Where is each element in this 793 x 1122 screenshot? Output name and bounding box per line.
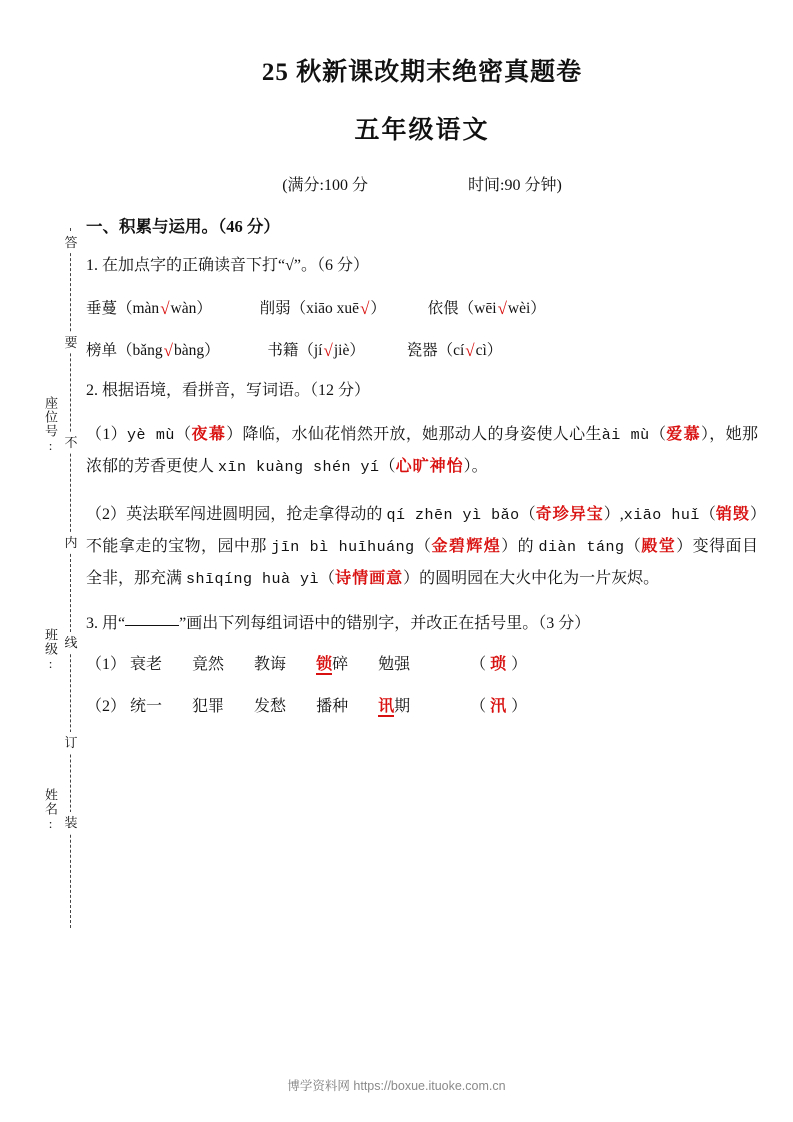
q2-p2-text-20: ）的圆明园在大火中化为一片灰烬。 xyxy=(403,570,660,587)
question-1-row-2 xyxy=(86,339,758,362)
q2-p2-answer-3: 奇珍异宝 xyxy=(535,506,604,523)
footer-brand: 博学资料网 xyxy=(287,1079,350,1093)
strip-char-1: 要 xyxy=(60,332,82,353)
q2-p1-pinyin-9: xīn kuàng shén yí xyxy=(218,459,380,476)
q2-p2-text-2: （ xyxy=(519,506,536,523)
question-1-text: 1. 在加点字的正确读音下打“√”。（6 分） xyxy=(86,257,369,274)
q1-item-2-tail: ） xyxy=(370,300,386,317)
q1-item-2: 削弱（xiāo xuē xyxy=(259,300,360,317)
strip-char-4: 线 xyxy=(60,632,82,653)
q3-r1-word-3: 教诲 xyxy=(254,656,287,673)
question-1-row-1 xyxy=(86,297,758,320)
check-mark-icon: √ xyxy=(163,341,173,360)
field-name: 姓名: xyxy=(43,788,58,832)
q2-p2-text-12: ）的 xyxy=(501,538,539,555)
q2-p2-text-18: （ xyxy=(319,570,336,587)
q2-p2-text-6: （ xyxy=(699,506,716,523)
q3-r2-wrong-char: 讯 xyxy=(378,698,395,715)
q1-item-3-tail: wèi） xyxy=(507,300,546,317)
q2-p1-text-10: （ xyxy=(379,458,396,475)
time-limit-label: 时间:90 分钟) xyxy=(468,177,562,194)
q2-p2-text-4: ）, xyxy=(603,506,624,523)
q1-item-3: 依偎（wēi xyxy=(427,300,497,317)
q3-r2-wrong-tail: 期 xyxy=(394,698,411,715)
q3-r1-wrong-char: 锁 xyxy=(316,656,333,673)
question-2-text: 2. 根据语境，看拼音，写词语。（12 分） xyxy=(86,382,371,399)
question-3-suffix: ”画出下列每组词语中的错别字，并改正在括号里。（3 分） xyxy=(179,615,591,632)
q3-r2-word-2: 犯罪 xyxy=(192,698,225,715)
q1-item-5: 书籍（jí xyxy=(267,342,323,359)
question-2-paragraph-1 xyxy=(86,419,758,483)
q2-p2-answer-7: 销毁 xyxy=(715,506,750,523)
q1-item-4-tail: bàng） xyxy=(173,342,220,359)
page-title: 25 秋新课改期末绝密真题卷 xyxy=(261,59,583,86)
q3-r1-word-1: 衰老 xyxy=(130,656,163,673)
check-mark-icon: √ xyxy=(465,341,475,360)
q2-p1-text-8: ），她那浓郁的芳香更使人 xyxy=(86,426,758,475)
q1-item-1-tail: wàn） xyxy=(170,300,212,317)
q2-p2-pinyin-1: qí zhēn yì bǎo xyxy=(386,507,520,524)
strip-char-3: 内 xyxy=(60,532,82,553)
check-mark-icon: √ xyxy=(360,299,370,318)
strip-char-5: 订 xyxy=(60,732,82,753)
q2-p1-text-0: （1） xyxy=(86,426,127,443)
q2-p2-text-14: （ xyxy=(624,538,642,555)
question-3-text xyxy=(86,612,758,636)
q2-p2-pinyin-17: shīqíng huà yì xyxy=(186,571,320,588)
question-2-paragraph-2 xyxy=(86,499,758,595)
strip-char-0: 答 xyxy=(60,232,82,253)
q2-p2-pinyin-9: jīn bì huīhuáng xyxy=(271,539,415,556)
exam-paper xyxy=(86,0,758,1122)
section-1-heading: 一、积累与运用。（46 分） xyxy=(86,217,280,236)
q2-p2-pinyin-5: xiāo huǐ xyxy=(623,507,700,524)
q2-p1-pinyin-1: yè mù xyxy=(127,427,175,444)
q2-p2-answer-15: 殿堂 xyxy=(641,538,677,555)
q2-p2-pinyin-13: diàn táng xyxy=(538,539,625,556)
check-mark-icon: √ xyxy=(160,299,170,318)
q2-p2-text-0: （2）英法联军闯进圆明园，抢走拿得动的 xyxy=(86,506,387,523)
q3-r2-word-3: 发愁 xyxy=(254,698,287,715)
q3-r1-word-2: 竟然 xyxy=(192,656,225,673)
q2-p2-answer-19: 诗情画意 xyxy=(335,570,404,587)
q1-item-4: 榜单（bǎng xyxy=(86,342,163,359)
question-3-row-1: （1） 衰老 竟然 教诲 锁碎 勉强 （ 琐 ） xyxy=(86,652,758,678)
q2-p1-pinyin-5: ài mù xyxy=(601,427,650,444)
q2-p1-answer-3: 夜幕 xyxy=(191,426,227,443)
footer xyxy=(0,1076,793,1094)
question-3-prefix: 3. 用“ xyxy=(86,615,126,632)
underline-placeholder xyxy=(125,611,179,626)
q2-p1-text-4: ）降临，水仙花悄然开放，她那动人的身姿使人心生 xyxy=(226,426,602,443)
q2-p1-answer-11: 心旷神怡 xyxy=(395,458,464,475)
footer-url: https://boxue.ituoke.com.cn xyxy=(353,1079,506,1093)
score-time-row xyxy=(86,172,758,195)
q3-r1-word-5: 勉强 xyxy=(378,656,411,673)
q2-p2-text-10: （ xyxy=(414,538,432,555)
check-mark-icon: √ xyxy=(497,299,507,318)
q1-item-6-tail: cì） xyxy=(475,342,503,359)
answer-strip xyxy=(34,228,78,928)
field-class: 班级: xyxy=(43,628,58,672)
q3-r1-wrong-tail: 碎 xyxy=(332,656,349,673)
q3-r2-answer: 汛 xyxy=(490,698,508,715)
q2-p2-text-8: ）不能拿走的宝物，园中那 xyxy=(86,506,758,555)
field-seat-number: 座位号: xyxy=(43,396,58,454)
q3-r2-word-1: 统一 xyxy=(130,698,163,715)
q2-p1-text-6: （ xyxy=(649,426,667,443)
q2-p2-text-16: ）变得面目全非，那充满 xyxy=(86,538,758,587)
question-3-row-2: （2） 统一 犯罪 发愁 播种 讯期 （ 汛 ） xyxy=(86,694,758,720)
q1-item-6: 瓷器（cí xyxy=(406,342,465,359)
q2-p1-text-12: ）。 xyxy=(463,458,488,475)
q3-r2-label: （2） xyxy=(86,698,127,715)
page-subtitle: 五年级语文 xyxy=(354,117,490,144)
q3-r1-answer: 琐 xyxy=(490,656,508,673)
q1-item-1: 垂蔓（màn xyxy=(86,300,160,317)
q1-item-5-tail: jiè） xyxy=(333,342,365,359)
check-mark-icon: √ xyxy=(323,341,333,360)
q2-p1-text-2: （ xyxy=(174,426,192,443)
q3-r2-word-4: 播种 xyxy=(316,698,349,715)
q2-p1-answer-7: 爱慕 xyxy=(666,426,701,443)
strip-char-6: 装 xyxy=(60,812,82,833)
q3-r1-label: （1） xyxy=(86,656,127,673)
strip-char-2: 不 xyxy=(60,432,82,453)
full-score-label: (满分:100 分 xyxy=(282,177,368,194)
q2-p2-answer-11: 金碧辉煌 xyxy=(431,538,502,555)
